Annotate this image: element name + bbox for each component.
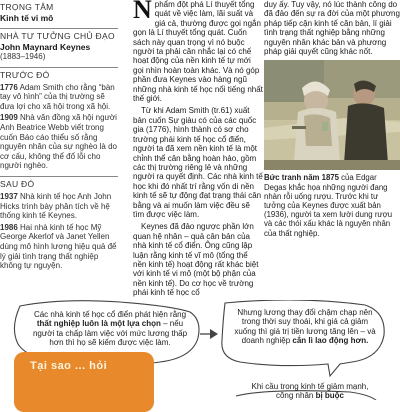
bubble-bottom-text bbox=[250, 382, 370, 400]
before-heading: TRƯỚC ĐÓ bbox=[0, 69, 50, 80]
focus-value: Kinh tế vi mô bbox=[0, 13, 54, 23]
painting-caption bbox=[264, 173, 400, 237]
bubble-left-text-1: Các nhà kinh tế học cổ điển phát hiện rằng bbox=[33, 310, 187, 319]
thinker-heading: NHÀ TƯ TƯỞNG CHỦ ĐẠO bbox=[0, 31, 115, 41]
before-entry-text: Nhà văn đồng xã hội người Anh Beatrice Webb viết trong cuốn Báo cáo thiểu số rằng nguyên nhân của sự nghèo là do cơ cấu, không thể đổ lỗi cho người nghèo. bbox=[0, 113, 118, 171]
bubble-right-bold: cắn lì lao động hơn. bbox=[292, 336, 369, 346]
after-entry-year: 1986 bbox=[0, 222, 18, 232]
arrow-head-icon bbox=[210, 329, 218, 339]
before-entry-year: 1776 bbox=[0, 82, 18, 92]
paragraph-intro-text: phẩm đột phá Lí thuyết tổng quát về việc làm, lãi suất và giá cả, thường được gọi ngắn gọn là Lí thuyết tổng quát. Cuốn sách này quan trọng vì nó buộc người ta phải cân nhắc lại có chế hoạt động của nền kinh tế tự mới gọi nhìn hoàn toàn khác. Và nó góp phần đưa Keynes vào hàng ngũ những nhà kinh tế học nổi tiếng nhất thế giới. bbox=[133, 0, 263, 104]
thinker-name: John Maynard Keynes bbox=[0, 42, 91, 52]
body-column-middle bbox=[133, 0, 263, 300]
sidebar bbox=[0, 0, 118, 300]
after-heading: SAU ĐÓ bbox=[0, 178, 35, 189]
bubble-bottom-bold: bị buộc bbox=[315, 391, 345, 400]
after-entry-text: Nhà kinh tế học Anh John Hicks trình bày phân tích về hệ thống kinh tế Keynes. bbox=[0, 191, 112, 221]
before-entry-year: 1909 bbox=[0, 113, 18, 123]
paragraph-continued: duy ấy. Tuy vậy, nó lúc thành công do đã đảo đến sự ra đời của một phương pháp tiếp cận kinh tế căn bản, lí giải tình trạng thất nghiệp bằng những nguyên nhân khác bản và phương pháp giải quyết cũng khác nốt. bbox=[264, 0, 400, 57]
caption-text: của Edgar Degas khắc họa những người đang nhàn rỗi uống rượu. Trước khi tư tưởng của Keynes được xuất bản (1936), người ta xem lười dung rượu và các thói xấu khác là nguyên nhân của thất nghiệp. bbox=[264, 173, 393, 238]
before-entry bbox=[0, 83, 118, 112]
after-entry bbox=[0, 223, 118, 271]
before-entry-text: Adam Smith cho rằng “bàn tay vô hình” của thị trường sẽ đưa lợi cho xã hội trong xã hội. bbox=[0, 82, 115, 111]
thinker-years: (1883–1946) bbox=[0, 52, 46, 61]
paragraph-intro bbox=[133, 0, 263, 103]
focus-block bbox=[0, 0, 118, 26]
before-block bbox=[0, 67, 118, 174]
before-entry bbox=[0, 113, 118, 171]
body-column-right bbox=[264, 0, 400, 300]
orange-panel-text: Tại sao ... hỏi bbox=[30, 360, 108, 372]
focus-heading: TRỌNG TÂM bbox=[0, 2, 54, 12]
after-entry bbox=[0, 192, 118, 221]
after-entry-year: 1937 bbox=[0, 191, 18, 201]
paragraph-keynes: Keynes đã đảo ngược phần lớn quan hệ nhân – quả cân bản của nhà kinh tế cổ điển. Ông cũng lập luận rằng kinh tế vĩ mô (tổng thể nền kinh tế) hoạt động rất khác biệt với kinh tế vi mô (một bộ phận của nền kinh tế). Do cơ học về trường phái kinh tế học cổ bbox=[133, 222, 259, 298]
bubble-left-text bbox=[28, 310, 192, 348]
after-entry-text: Hai nhà kinh tế học Mỹ George Akerlof và Janet Yellen dùng mô hình lương hiệu quả để lý giải tình trạng thất nghiệp không tự nguyện. bbox=[0, 222, 117, 271]
after-block bbox=[0, 176, 118, 274]
drop-cap: N bbox=[133, 0, 152, 24]
bubble-left-text-2: – nếu người ta chấp làm việc với mức lương thấp hơn thì họ sẽ kiếm được việc làm. bbox=[32, 319, 188, 348]
degas-painting-image bbox=[264, 60, 400, 170]
paragraph-adam-smith: Từ khi Adam Smith (tr.61) xuất bản cuốn Sự giàu có của các quốc gia (1776), hình thành có sơ cho trường phái kinh tế học cổ điển, người ta đã xem nền kinh tế là một chỉnh thể cân bằng hoàn hảo, gồm các thị trường riêng lẻ và những người ra quyết định. Các nhà kinh tế học khi đó nhất trí rằng vốn di nền kinh tế sẽ tự động đạt trạng thái cân bằng và ai muốn làm việc đều sẽ tìm được việc làm. bbox=[133, 106, 263, 219]
thinker-block bbox=[0, 28, 118, 65]
bubble-right-text-1: Nhưng lương thay đổi chậm chạp nên trong thời suy thoái, khi giá cả giảm xuống thì giá trị tiền lương tăng lên – và doanh nghiệp bbox=[234, 308, 376, 346]
bubble-left-bold: thất nghiệp luôn là một lựa chọn bbox=[36, 319, 161, 329]
caption-title: Bức tranh năm 1875 bbox=[264, 173, 339, 183]
bubble-bottom-text-1: Khi cầu trong kinh tế giảm mạnh, công nhân bbox=[251, 382, 369, 400]
bubble-right-text bbox=[232, 308, 378, 346]
